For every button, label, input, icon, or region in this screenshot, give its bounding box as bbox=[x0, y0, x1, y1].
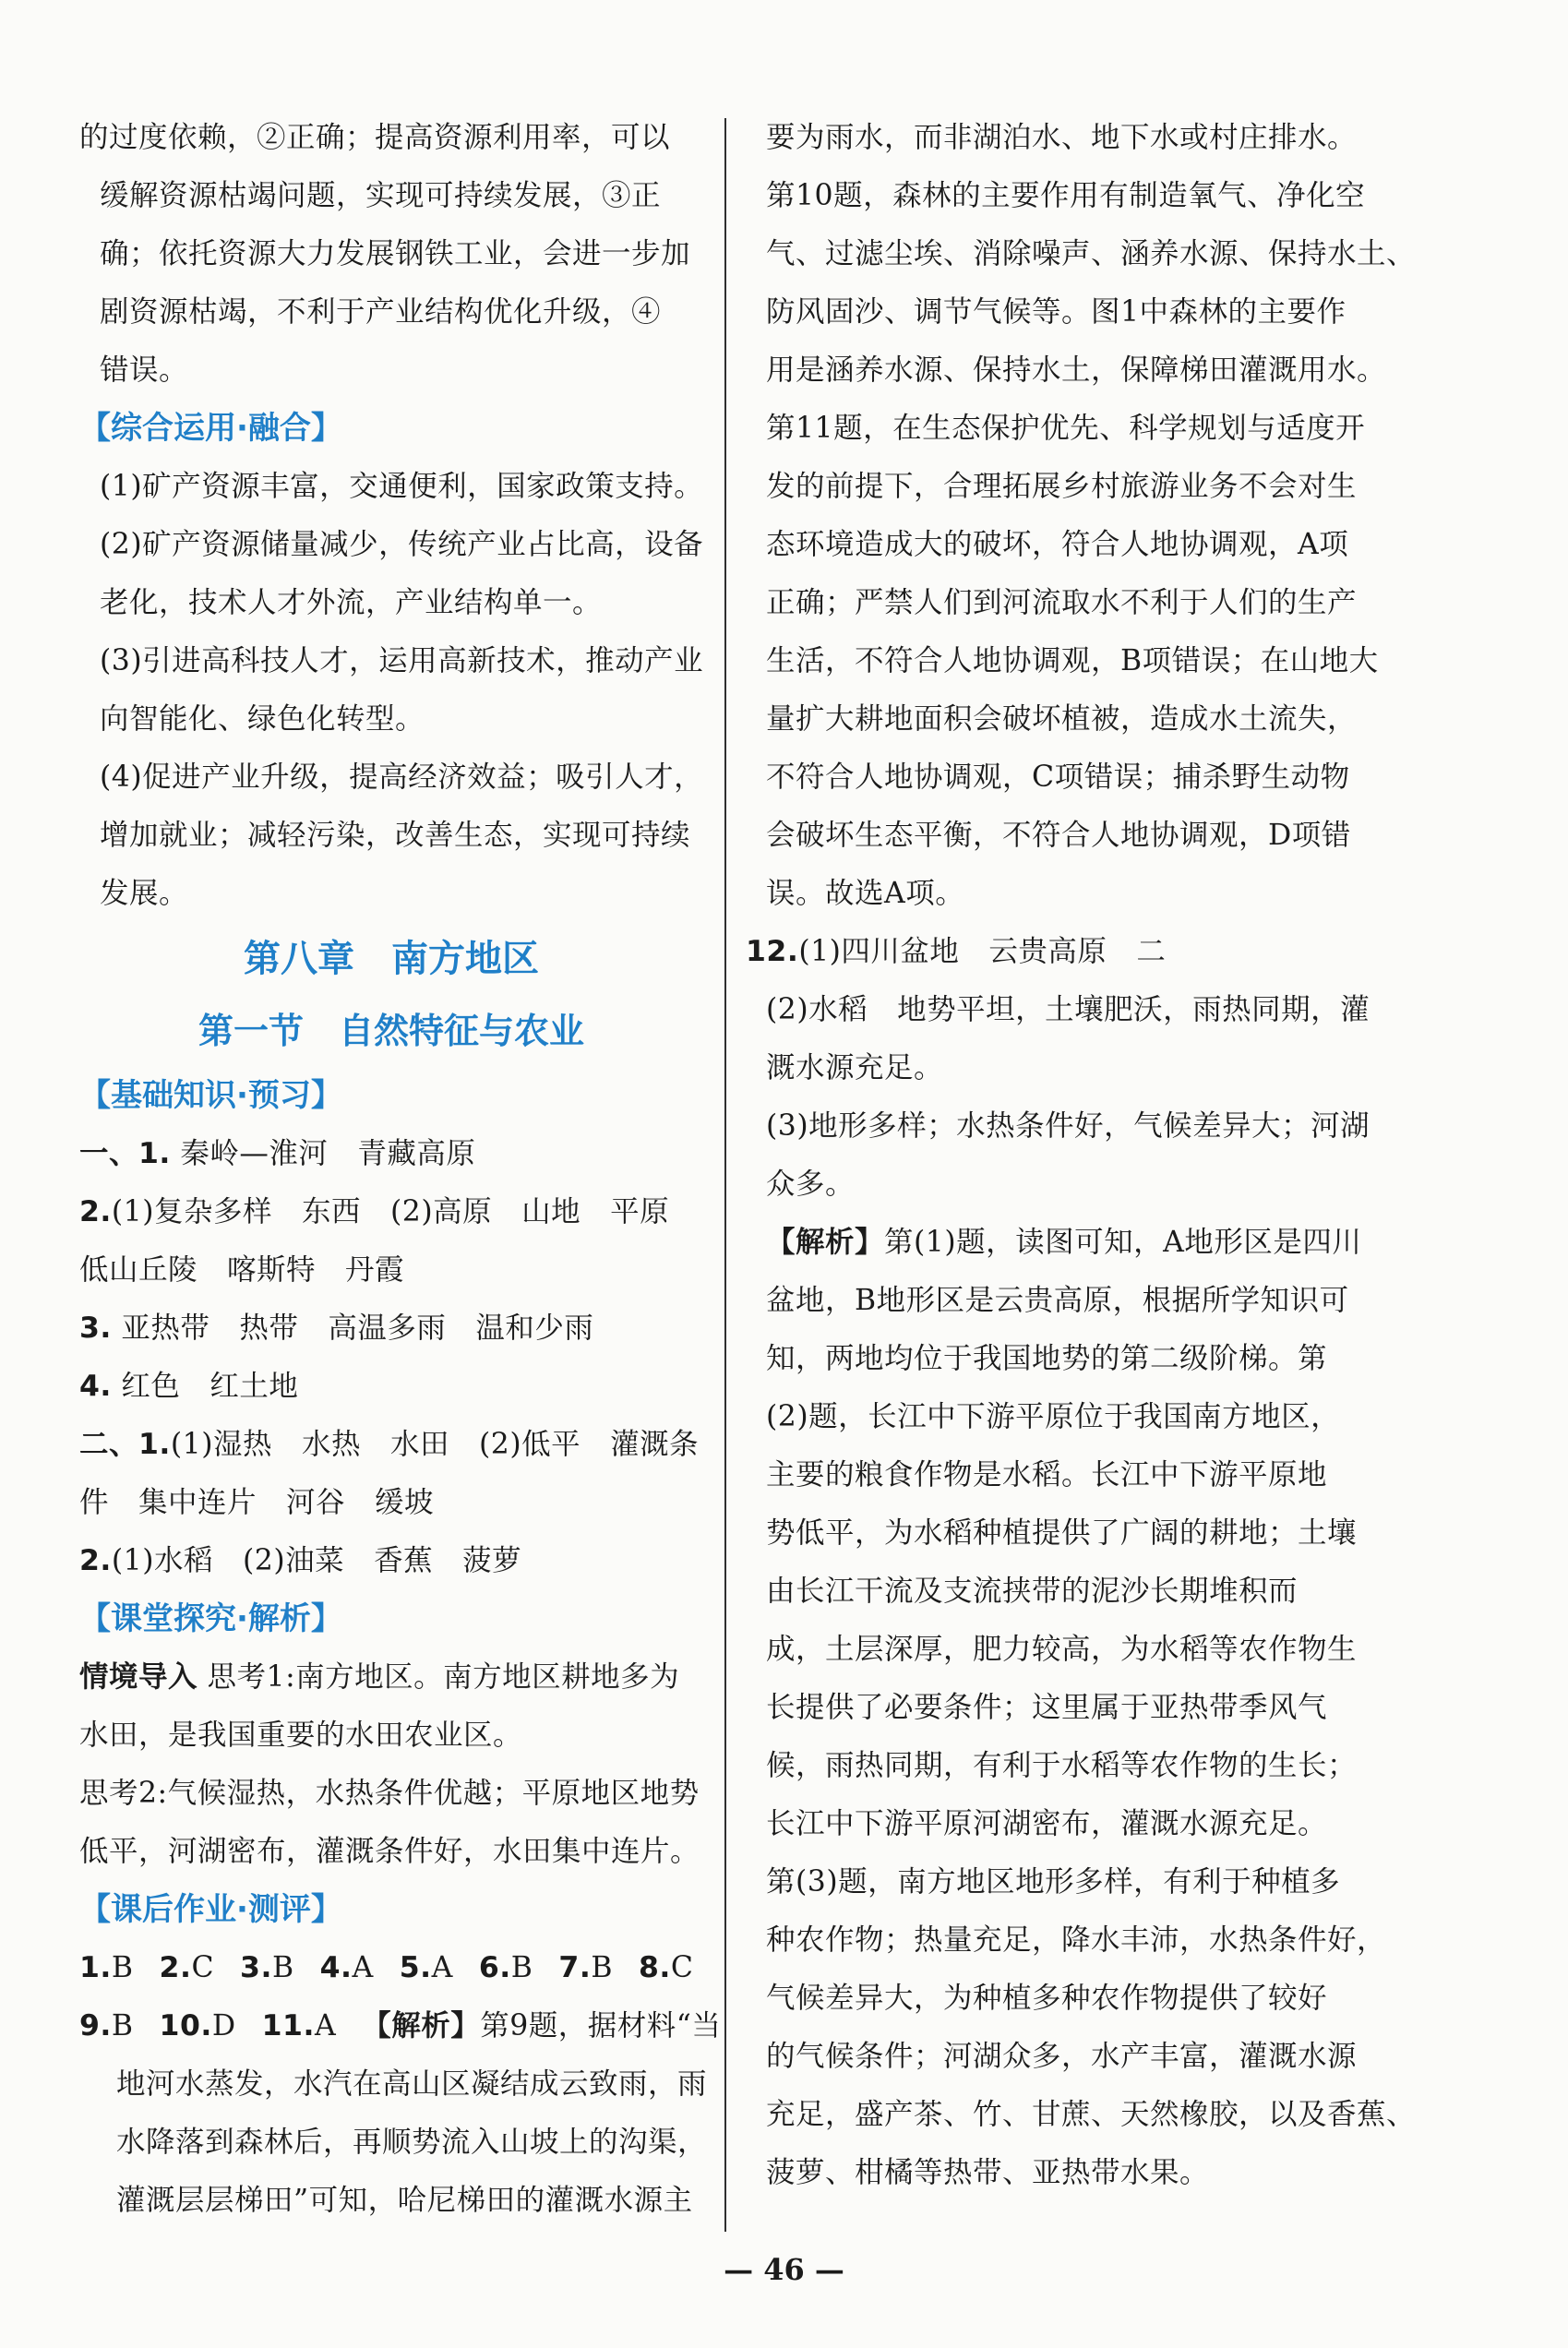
item-number: 一、1. bbox=[79, 1137, 171, 1170]
section-title: 第一节 自然特征与农业 bbox=[197, 1010, 584, 1051]
item-number: 3. bbox=[79, 1312, 112, 1345]
item-number: 9. bbox=[79, 2009, 112, 2043]
text-line: 势低平，为水稻种植提供了广阔的耕地；土壤 bbox=[766, 1516, 1358, 1550]
text-line: 盆地，B地形区是云贵高原，根据所学知识可 bbox=[766, 1284, 1349, 1317]
text-line: (2)题，长江中下游平原位于我国南方地区， bbox=[766, 1400, 1341, 1433]
answer-choice: B bbox=[271, 1951, 294, 1984]
page-number: — 46 — bbox=[724, 2252, 844, 2287]
item-number: 3. bbox=[240, 1951, 272, 1984]
label-qingjing: 情境导入 bbox=[79, 1660, 198, 1694]
answer-choice: B bbox=[111, 2009, 134, 2043]
text-line: (1)矿产资源丰富，交通便利，国家政策支持。 bbox=[100, 470, 704, 503]
text-line: 地河水蒸发，水汽在高山区凝结成云致雨，雨 bbox=[116, 2067, 708, 2101]
section-heading-ketang: 【课堂探究·解析】 bbox=[79, 1600, 342, 1637]
item-number: 4. bbox=[79, 1370, 112, 1403]
item-number: 2. bbox=[79, 1195, 112, 1228]
item-number: 6. bbox=[478, 1951, 511, 1984]
text-line: 长提供了必要条件；这里属于亚热带季风气 bbox=[766, 1691, 1328, 1724]
text-line: 不符合人地协调观，C项错误；捕杀野生动物 bbox=[766, 761, 1350, 794]
text-line bbox=[79, 1648, 703, 1707]
answer-text: (1)湿热 水热 水田 (2)低平 灌溉条 bbox=[170, 1428, 700, 1461]
text-line: 错误。 bbox=[100, 353, 189, 387]
text-line: 候，雨热同期，有利于水稻等农作物的生长； bbox=[766, 1749, 1358, 1782]
text-line: 生活，不符合人地协调观，B项错误；在山地大 bbox=[766, 644, 1379, 677]
text-line: 发展。 bbox=[100, 877, 189, 910]
answer-line bbox=[79, 1300, 703, 1358]
text-span: 思考1:南方地区。南方地区耕地多为 bbox=[207, 1660, 680, 1694]
jiexi-label: 【解析】 bbox=[766, 1226, 885, 1259]
left-column bbox=[79, 109, 722, 2230]
answer-text: (1)四川盆地 云贵高原 二 bbox=[798, 935, 1167, 968]
text-line: (4)促进产业升级，提高经济效益；吸引人才， bbox=[100, 761, 704, 794]
text-line: 正确；严禁人们到河流取水不利于人们的生产 bbox=[766, 586, 1358, 619]
answer-choice: A bbox=[431, 1951, 453, 1984]
text-line: 防风固沙、调节气候等。图1中森林的主要作 bbox=[766, 295, 1347, 329]
answer-choice: C bbox=[670, 1951, 694, 1984]
text-line bbox=[746, 1214, 1370, 1272]
text-line: 水降落到森林后，再顺势流入山坡上的沟渠， bbox=[116, 2126, 708, 2159]
text-line: 发的前提下，合理拓展乡村旅游业务不会对生 bbox=[766, 470, 1358, 503]
text-line: 长江中下游平原河湖密布，灌溉水源充足。 bbox=[766, 1807, 1328, 1840]
answer-choice: C bbox=[191, 1951, 215, 1984]
answer-line bbox=[79, 1241, 703, 1300]
answer-choice: B bbox=[111, 1951, 134, 1984]
text-line: 水田，是我国重要的水田农业区。 bbox=[79, 1719, 523, 1752]
section-heading-jichu: 【基础知识·预习】 bbox=[79, 1077, 342, 1114]
answer-line bbox=[79, 1358, 703, 1416]
item-number: 12. bbox=[746, 935, 799, 968]
answer-row bbox=[79, 1939, 703, 1997]
answer-text: (1)复杂多样 东西 (2)高原 山地 平原 bbox=[111, 1195, 670, 1228]
text-line: 要为雨水，而非湖泊水、地下水或村庄排水。 bbox=[766, 121, 1358, 154]
text-line: (2)矿产资源储量减少，传统产业占比高，设备 bbox=[100, 528, 704, 561]
text-line: 误。故选A项。 bbox=[766, 877, 965, 910]
text-line: 用是涵养水源、保持水土，保障梯田灌溉用水。 bbox=[766, 353, 1387, 387]
item-number: 二、1. bbox=[79, 1428, 171, 1461]
answer-text: 件 集中连片 河谷 缓坡 bbox=[79, 1486, 435, 1519]
answer-line bbox=[79, 1532, 703, 1590]
text-line: 气候差异大，为种植多种农作物提供了较好 bbox=[766, 1982, 1328, 2015]
text-line: 主要的粮食作物是水稻。长江中下游平原地 bbox=[766, 1458, 1328, 1491]
text-line: 会破坏生态平衡，不符合人地协调观，D项错 bbox=[766, 819, 1351, 852]
answer-line bbox=[79, 1183, 703, 1241]
answer-choice: A bbox=[352, 1951, 374, 1984]
text-line: 缓解资源枯竭问题，实现可持续发展，③正 bbox=[100, 179, 662, 212]
text-line: 第11题，在生态保护优先、科学规划与适度开 bbox=[766, 412, 1366, 445]
answer-text: 秦岭—淮河 青藏高原 bbox=[180, 1137, 476, 1170]
text-line: 量扩大耕地面积会破坏植被，造成水土流失， bbox=[766, 702, 1358, 736]
text-line: 菠萝、柑橘等热带、亚热带水果。 bbox=[766, 2156, 1210, 2189]
text-line: 众多。 bbox=[766, 1168, 856, 1201]
text-line: 第10题，森林的主要作用有制造氧气、净化空 bbox=[766, 179, 1366, 212]
item-number: 5. bbox=[399, 1951, 432, 1984]
text-line: (2)水稻 地势平坦，土壤肥沃，雨热同期，灌 bbox=[766, 993, 1371, 1026]
text-line: 的过度依赖，②正确；提高资源利用率，可以 bbox=[79, 121, 671, 154]
text-line: 成，土层深厚，肥力较高，为水稻等农作物生 bbox=[766, 1633, 1358, 1666]
text-span: 第9题，据材料“当 bbox=[480, 2009, 722, 2043]
answer-text: 亚热带 热带 高温多雨 温和少雨 bbox=[121, 1312, 594, 1345]
item-number: 4. bbox=[319, 1951, 353, 1984]
item-number: 7. bbox=[558, 1951, 592, 1984]
text-line: 剧资源枯竭，不利于产业结构优化升级，④ bbox=[100, 295, 662, 329]
answer-text: 低山丘陵 喀斯特 丹霞 bbox=[79, 1253, 405, 1287]
text-line: 思考2:气候湿热，水热条件优越；平原地区地势 bbox=[79, 1777, 700, 1810]
section-heading-zonghe: 【综合运用·融合】 bbox=[79, 410, 342, 447]
text-line: 确；依托资源大力发展钢铁工业，会进一步加 bbox=[100, 237, 691, 270]
text-line: 低平，河湖密布，灌溉条件好，水田集中连片。 bbox=[79, 1835, 700, 1868]
text-line: 向智能化、绿色化转型。 bbox=[100, 702, 425, 736]
answer-line bbox=[79, 1125, 703, 1183]
answer-line bbox=[746, 923, 1370, 981]
text-line: 充足，盛产茶、竹、甘蔗、天然橡胶，以及香蕉、 bbox=[766, 2098, 1417, 2131]
text-line: 增加就业；减轻污染，改善生态，实现可持续 bbox=[100, 819, 691, 852]
text-line: 气、过滤尘埃、消除噪声、涵养水源、保持水土、 bbox=[766, 237, 1417, 270]
answer-line bbox=[79, 1416, 703, 1474]
item-number: 2. bbox=[159, 1951, 192, 1984]
answer-choice: B bbox=[591, 1951, 613, 1984]
text-line: 由长江干流及支流挟带的泥沙长期堆积而 bbox=[766, 1575, 1299, 1608]
answer-row bbox=[79, 1997, 722, 2055]
item-number: 1. bbox=[79, 1951, 112, 1984]
text-line: 老化，技术人才外流，产业结构单一。 bbox=[100, 586, 603, 619]
answer-line bbox=[79, 1474, 703, 1532]
text-line: 种农作物；热量充足，降水丰沛，水热条件好， bbox=[766, 1923, 1387, 1957]
answer-choice: A bbox=[314, 2009, 337, 2043]
right-column bbox=[746, 109, 1417, 2202]
answer-text: (1)水稻 (2)油菜 香蕉 菠萝 bbox=[111, 1544, 522, 1577]
text-line: 态环境造成大的破坏，符合人地协调观，A项 bbox=[766, 528, 1349, 561]
text-line: 溉水源充足。 bbox=[766, 1051, 944, 1084]
chapter-title: 第八章 南方地区 bbox=[244, 938, 539, 980]
section-heading-kehou: 【课后作业·测评】 bbox=[79, 1891, 342, 1928]
item-number: 2. bbox=[79, 1544, 112, 1577]
answer-choice: D bbox=[211, 2009, 236, 2043]
answer-choice: B bbox=[510, 1951, 533, 1984]
item-number: 8. bbox=[638, 1951, 671, 1984]
item-number: 11. bbox=[261, 2009, 315, 2043]
column-divider bbox=[724, 118, 726, 2232]
text-line: 知，两地均位于我国地势的第二级阶梯。第 bbox=[766, 1342, 1328, 1375]
item-number: 10. bbox=[159, 2009, 212, 2043]
text-span: 第(1)题，读图可知，A地形区是四川 bbox=[884, 1226, 1362, 1259]
jiexi-label: 【解析】 bbox=[362, 2009, 481, 2043]
text-line: (3)地形多样；水热条件好，气候差异大；河湖 bbox=[766, 1109, 1371, 1143]
answer-text: 红色 红土地 bbox=[121, 1370, 299, 1403]
text-line: 的气候条件；河湖众多，水产丰富，灌溉水源 bbox=[766, 2040, 1358, 2073]
text-line: (3)引进高科技人才，运用高新技术，推动产业 bbox=[100, 644, 704, 677]
text-line: 灌溉层层梯田”可知，哈尼梯田的灌溉水源主 bbox=[116, 2184, 693, 2217]
text-line: 第(3)题，南方地区地形多样，有利于种植多 bbox=[766, 1865, 1341, 1899]
